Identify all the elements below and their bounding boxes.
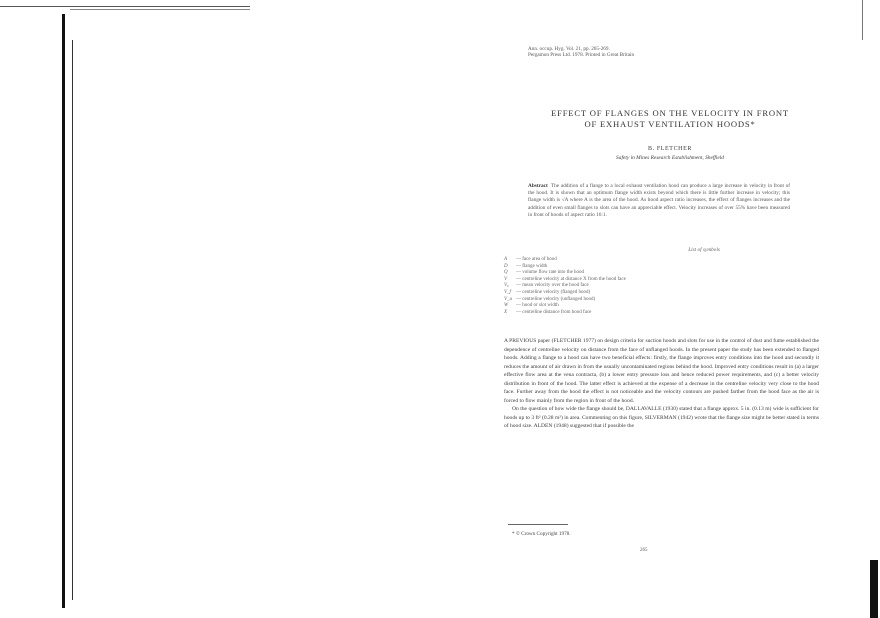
symbol-item: V_f — centreline velocity (flanged hood) [504, 289, 591, 295]
symbol-item: V_u — centreline velocity (unflanged hood) [504, 296, 596, 302]
affiliation: Safety in Mines Research Establishment, Sheffield [616, 155, 724, 161]
symbols-heading: List of symbols [688, 247, 720, 253]
body-paragraph-1: A PREVIOUS paper (FLETCHER 1977) on design criteria for suction hoods and slots for use in the control of dust and fume established the dependence of centreline velocity on distance from the face of unflanged hoods. In the present paper the study has been extended to flanged hoods. Adding a flange to a hood can have two beneficial effects: firstly, the flange improves entry conditions into the hood and secondly it reduces the amount of air drawn in from the usually uncontaminated regions behind the hood. Improved entry conditions result in (a) a larger effective flow area at the vena contracta, (b) a lower entry pressure loss and hence reduced power requirements, and (c) a better velocity distribution in front of the hood. The latter effect is achieved at the expense of a decrease in the centreline velocity very close to the hood face. Further away from the hood the effect is not noticeable and the velocity contours are pushed farther from the hood face as the air is forced to flow mainly from the region in front of the hood. [504, 338, 819, 404]
scan-edge-right-line [862, 0, 863, 40]
title-line-2: OF EXHAUST VENTILATION HOODS* [584, 119, 756, 129]
scan-edge-left [62, 14, 65, 608]
scan-edge-left-inner [72, 40, 73, 600]
journal-line-2: Pergamon Press Ltd. 1978. Printed in Great Britain [528, 52, 635, 58]
body-text [504, 337, 819, 431]
title-line-1: EFFECT OF FLANGES ON THE VELOCITY IN FRONT [551, 108, 789, 118]
symbol-item: D — flange width [504, 263, 548, 269]
abstract [528, 183, 790, 219]
journal-line-1: Ann. occup. Hyg. Vol. 21, pp. 265-269. [528, 46, 610, 52]
symbols-list [504, 257, 704, 316]
scan-line-top [0, 6, 250, 7]
page-number: 265 [640, 548, 648, 553]
paper-title [520, 108, 820, 130]
symbol-item: X — centreline distance from hood face [504, 309, 592, 315]
symbol-item: Q — volume flow rate into the hood [504, 270, 585, 276]
symbol-item: A — face area of hood [504, 257, 557, 262]
journal-citation [528, 46, 728, 58]
footnote: * © Crown Copyright 1978. [512, 531, 571, 537]
author: B. FLETCHER [648, 146, 692, 152]
footnote-rule [508, 524, 568, 525]
abstract-label: Abstract [528, 183, 548, 189]
symbol-item: W — hood or slot width [504, 303, 559, 309]
symbol-item: V₀ — mean velocity over the hood face [504, 283, 589, 289]
scan-edge-right [870, 560, 878, 618]
symbol-item: V — centreline velocity at distance X from the hood face [504, 276, 626, 282]
scan-line-top-secondary [70, 9, 250, 10]
abstract-text: The addition of a flange to a local exhaust ventilation hood can produce a large increase in velocity in front of the hood. It is shown that an optimum flange width exists beyond which there is little further increase in velocity; this flange width is √A where A is the area of the hood. As hood aspect ratio increases, the effect of flanges increases and the addition of even small flanges to slots can have an appreciable effect. Velocity increases of over 55% have been measured in front of hoods of aspect ratio 16:1. [528, 183, 790, 218]
body-paragraph-2: On the question of how wide the flange should be, DALLAVALLE (1930) stated that a flange approx. 5 in. (0.13 m) wide is sufficient for hoods up to 3 ft² (0.28 m²) in area. Commenting on this figure, SILVERMAN (1942) wrote that the flange size might be better stated in terms of hood size. ALDEN (1948) suggested that if possible the [504, 406, 819, 429]
